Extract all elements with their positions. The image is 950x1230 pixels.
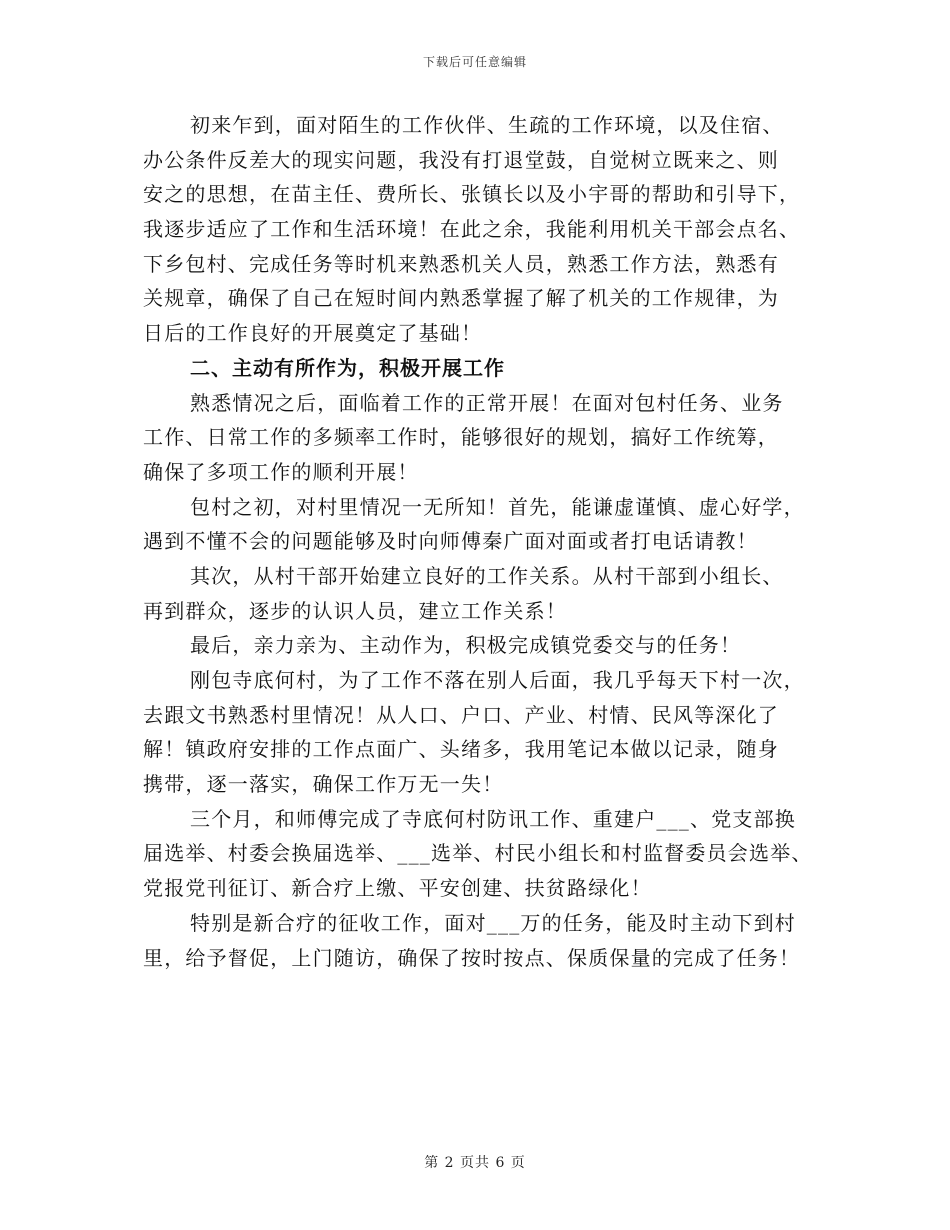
section-heading: 二、主动有所作为，积极开展工作 bbox=[190, 355, 505, 380]
text-line: 下乡包村、完成任务等时机来熟悉机关人员，熟悉工作方法，熟悉有 bbox=[143, 251, 779, 276]
text-line: 解！镇政府安排的工作点面广、头绪多，我用笔记本做以记录，随身 bbox=[143, 737, 779, 762]
text-line: 工作、日常工作的多频率工作时，能够很好的规划，搞好工作统筹， bbox=[143, 425, 779, 450]
text-line: 党报党刊征订、新合疗上缴、平安创建、扶贫路绿化！ bbox=[143, 876, 652, 901]
text-line: 再到群众，逐步的认识人员，建立工作关系！ bbox=[143, 598, 567, 623]
text-line: 初来乍到，面对陌生的工作伙伴、生疏的工作环境，以及住宿、 bbox=[190, 113, 784, 137]
text-line: 关规章，确保了自己在短时间内熟悉掌握了解了机关的工作规律，为 bbox=[143, 286, 779, 311]
text-line: 办公条件反差大的现实问题，我没有打退堂鼓，自觉树立既来之、则 bbox=[143, 147, 779, 172]
page-header: 下载后可任意编辑 bbox=[422, 55, 527, 69]
document-body bbox=[143, 108, 823, 975]
page-footer: 第 2 页共 6 页 bbox=[424, 1155, 526, 1171]
text-line: 三个月，和师傅完成了寺底何村防讯工作、重建户___、党支部换 bbox=[190, 806, 796, 831]
text-line: 安之的思想，在苗主任、费所长、张镇长以及小宇哥的帮助和引导下， bbox=[143, 182, 801, 207]
text-line: 其次，从村干部开始建立良好的工作关系。从村干部到小组长、 bbox=[190, 563, 784, 588]
text-line: 熟悉情况之后，面临着工作的正常开展！在面对包村任务、业务 bbox=[190, 390, 784, 415]
text-line: 确保了多项工作的顺利开展！ bbox=[143, 459, 419, 484]
text-line: 届选举、村委会换届选举、___选举、村民小组长和村监督委员会选举、 bbox=[143, 841, 813, 866]
text-line: 里，给予督促，上门随访，确保了按时按点、保质保量的完成了任务！ bbox=[143, 945, 801, 970]
text-line: 刚包寺底何村，为了工作不落在别人后面，我几乎每天下村一次， bbox=[190, 668, 805, 692]
text-line: 最后，亲力亲为、主动作为，积极完成镇党委交与的任务！ bbox=[190, 633, 742, 658]
text-line: 携带，逐一落实，确保工作万无一失！ bbox=[143, 772, 504, 797]
text-line: 遇到不懂不会的问题能够及时向师傅秦广面对面或者打电话请教！ bbox=[143, 529, 758, 554]
text-line: 包村之初，对村里情况一无所知！首先，能谦虚谨慎、虚心好学， bbox=[190, 494, 805, 519]
text-line: 日后的工作良好的开展奠定了基础！ bbox=[143, 321, 483, 346]
text-line: 我逐步适应了工作和生活环境！在此之余，我能利用机关干部会点名、 bbox=[143, 217, 801, 242]
text-line: 去跟文书熟悉村里情况！从人口、户口、产业、村情、民风等深化了 bbox=[143, 702, 779, 727]
text-line: 特别是新合疗的征收工作，面对___万的任务，能及时主动下到村 bbox=[190, 910, 796, 935]
